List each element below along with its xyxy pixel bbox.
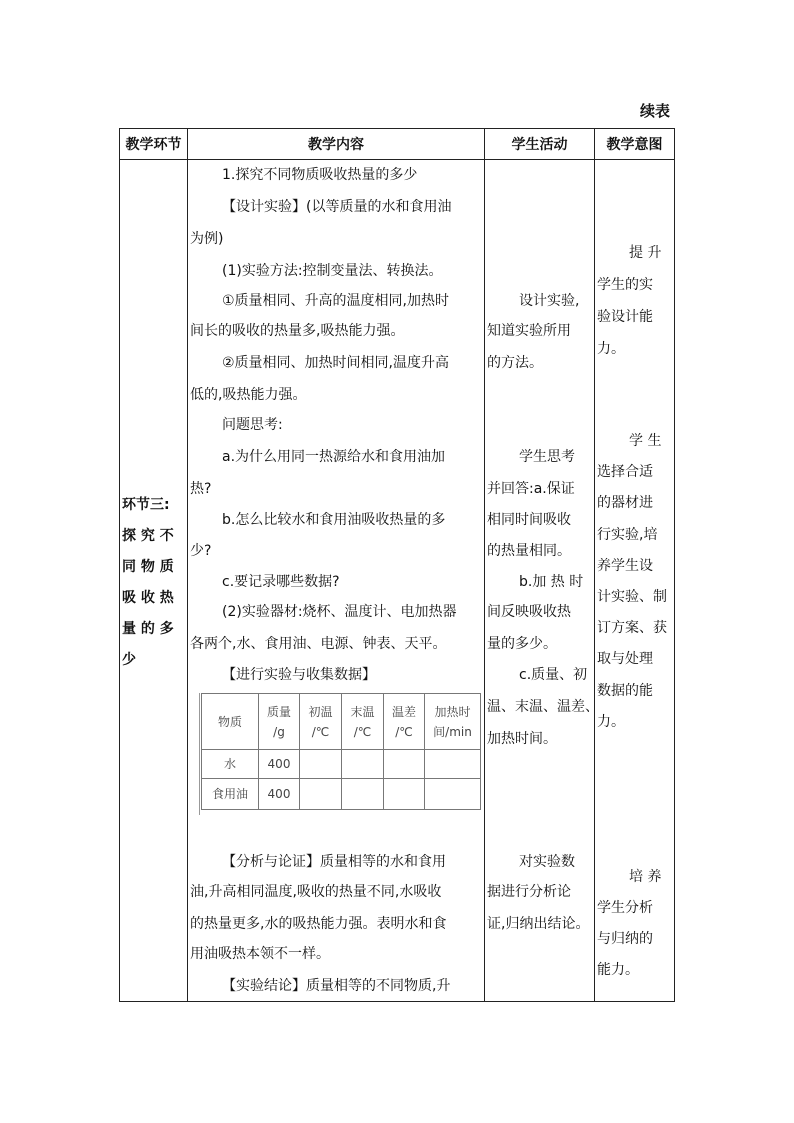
activity-line: 学生思考 [519,449,575,465]
table-cell [300,779,342,810]
table-header-cell [425,694,481,750]
table-header-cell: 物质 [202,694,259,750]
table-header-text: 温差 [391,704,416,719]
intent-line: 验设计能 [597,309,653,325]
content-line: 热? [190,481,212,497]
content-line: 【分析与论证】质量相等的水和食用 [222,854,446,870]
table-cell: 400 [259,779,300,810]
content-line: b.怎么比较水和食用油吸收热量的多 [222,512,446,528]
table-cell: 水 [202,750,259,779]
intent-line: 数据的能 [597,683,653,699]
activity-line: 知道实验所用 [487,323,571,339]
content-line: 用油吸热本领不一样。 [190,946,330,962]
activity-line: 并回答:a.保证 [487,481,575,497]
intent-line: 提 升 [629,245,662,261]
content-line: 【实验结论】质量相等的不同物质,升 [222,978,451,994]
stage-line: 吸 收 热 [122,590,174,606]
header-content: 教学内容 [308,137,364,153]
activity-line: 量的多少。 [487,636,557,652]
intent-line: 培 养 [629,869,662,885]
activity-line: 加热时间。 [487,731,557,747]
table-header-cell [342,694,384,750]
activity-line: b.加 热 时 [519,574,584,590]
stage-line: 同 物 质 [122,559,174,575]
table-cell: 食用油 [202,779,259,810]
content-line: (1)实验方法:控制变量法、转换法。 [222,263,443,279]
intent-line: 选择合适 [597,464,653,480]
table-cell [384,779,425,810]
activity-line: 相同时间吸收 [487,512,571,528]
table-cell [425,779,481,810]
intent-line: 学生分析 [597,900,653,916]
table-header-cell [259,694,300,750]
table-header-cell [300,694,342,750]
stage-line: 量 的 多 [122,621,174,637]
table-cell: 400 [259,750,300,779]
content-line: 的热量更多,水的吸热能力强。表明水和食 [190,916,447,932]
activity-line: 据进行分析论 [487,884,571,900]
table-row [202,750,481,779]
content-line: c.要记录哪些数据? [222,574,340,590]
content-line: 各两个,水、食用油、电源、钟表、天平。 [190,636,447,652]
content-line: 为例) [190,231,224,247]
content-line: 油,升高相同温度,吸收的热量不同,水吸收 [190,884,442,900]
activity-line: 温、末温、温差、 [487,699,599,715]
stage-label [122,490,186,676]
intent-line: 能力。 [597,962,639,978]
intent-line: 养学生设 [597,558,653,574]
table-header-text: 初温 [308,704,333,719]
data-record-table [201,693,481,810]
table-header-text: 加热时 [434,704,471,719]
header-stage: 教学环节 [125,137,182,153]
activity-line: 设计实验, [519,293,580,309]
intent-line: 计实验、制 [597,589,667,605]
content-line: ②质量相同、加热时间相同,温度升高 [222,355,450,371]
intent-line: 订方案、获 [597,620,667,636]
table-header-text: 末温 [350,704,375,719]
stage-line: 环节三: [122,497,170,513]
activity-line: 间反映吸收热 [487,604,571,620]
content-line: 少? [190,543,212,559]
content-line: 间长的吸收的热量多,吸热能力强。 [190,323,405,339]
intent-line: 学 生 [629,433,662,449]
table-header-cell [384,694,425,750]
activity-line: 证,归纳出结论。 [487,916,590,932]
content-line: 【进行实验与收集数据】 [222,667,376,683]
table-cell [300,750,342,779]
activity-line: c.质量、初 [519,667,588,683]
content-line: 问题思考: [222,417,283,433]
table-cell [384,750,425,779]
table-row [202,779,481,810]
content-line: 1.探究不同物质吸收热量的多少 [222,167,418,183]
intent-line: 的器材进 [597,495,653,511]
table-header-text: 间/min [433,724,472,739]
intent-line: 学生的实 [597,277,653,293]
table-header-text: /℃ [353,724,372,739]
table-cell [425,750,481,779]
intent-line: 与归纳的 [597,931,653,947]
activity-line: 的热量相同。 [487,543,571,559]
intent-line: 力。 [597,714,625,730]
table-cell [342,779,384,810]
header-intent: 教学意图 [606,137,663,153]
table-header-text: /℃ [311,724,330,739]
header-activity: 学生活动 [511,137,568,153]
content-line: a.为什么用同一热源给水和食用油加 [222,449,446,465]
intent-line: 行实验,培 [597,527,658,543]
stage-line: 探 究 不 [122,528,174,544]
content-line: 【设计实验】(以等质量的水和食用油 [222,199,452,215]
table-cell [342,750,384,779]
table-header-text: 质量 [266,704,291,719]
activity-line: 的方法。 [487,355,543,371]
intent-line: 力。 [597,341,625,357]
table-header-text: /℃ [395,724,413,739]
content-line: 低的,吸热能力强。 [190,387,307,403]
activity-line: 对实验数 [519,854,575,870]
content-line: (2)实验器材:烧杯、温度计、电加热器 [222,604,457,620]
continuation-label: 续表 [640,102,671,120]
content-line: ①质量相同、升高的温度相同,加热时 [222,293,450,309]
intent-line: 取与处理 [597,651,653,667]
table-header-text: /g [273,724,285,739]
stage-line: 少 [122,652,136,668]
